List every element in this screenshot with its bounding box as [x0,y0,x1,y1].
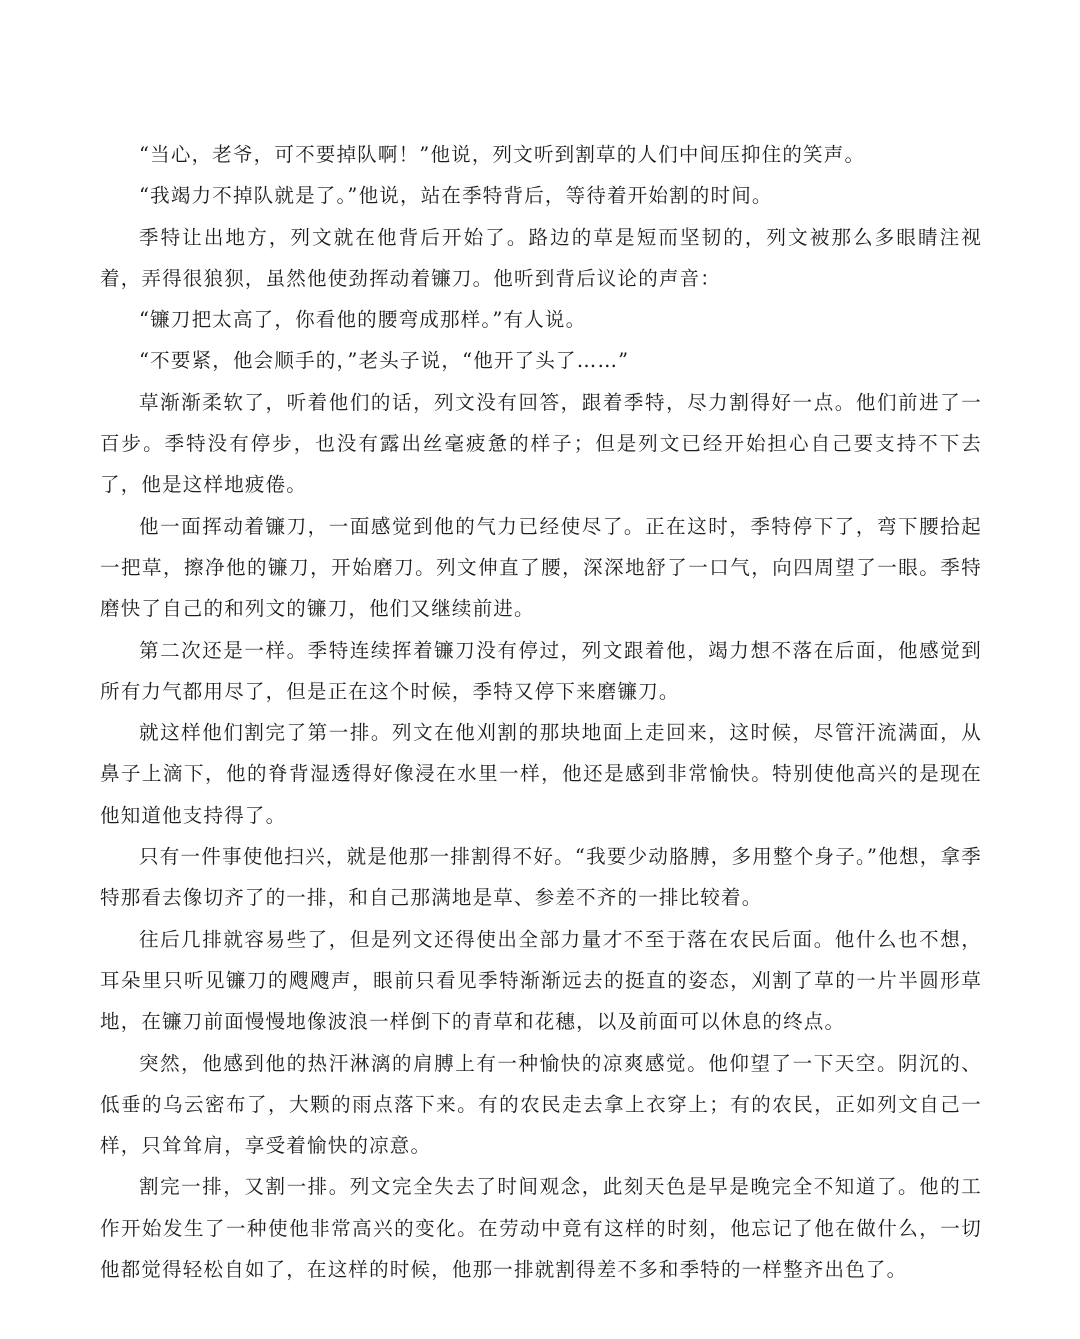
paragraph-5: “不要紧，他会顺手的，”老头子说，“他开了头了……” [139,349,630,373]
paragraph-6: 草渐渐柔软了，听着他们的话，列文没有回答，跟着季特，尽力割得好一点。他们前进了一百步。季特没有停步，也没有露出丝毫疲惫的样子；但是列文已经开始担心自己要支持不下去了，他是这样地疲倦。 [100,390,982,497]
paragraph-4: “镰刀把太高了，你看他的腰弯成那样。”有人说。 [139,308,587,332]
paragraph-7: 他一面挥动着镰刀，一面感觉到他的气力已经使尽了。正在这时，季特停下了，弯下腰拾起一把草，擦净他的镰刀，开始磨刀。列文伸直了腰，深深地舒了一口气，向四周望了一眼。季特磨快了自己的和列文的镰刀，他们又继续前进。 [100,514,982,621]
paragraph-8: 第二次还是一样。季特连续挥着镰刀没有停过，列文跟着他，竭力想不落在后面，他感觉到所有力气都用尽了，但是正在这个时候，季特又停下来磨镰刀。 [100,638,982,703]
paragraph-9: 就这样他们割完了第一排。列文在他刈割的那块地面上走回来，这时候，尽管汗流满面，从鼻子上滴下，他的脊背湿透得好像浸在水里一样，他还是感到非常愉快。特别使他高兴的是现在他知道他支持得了。 [100,721,982,827]
paragraph-11: 往后几排就容易些了，但是列文还得使出全部力量才不至于落在农民后面。他什么也不想，耳朵里只听见镰刀的飕飕声，眼前只看见季特渐渐远去的挺直的姿态，刈割了草的一片半圆形草地，在镰刀前面慢慢地像波浪一样倒下的青草和花穗，以及前面可以休息的终点。 [100,927,982,1034]
paragraph-3: 季特让出地方，列文就在他背后开始了。路边的草是短而坚韧的，列文被那么多眼睛注视着，弄得很狼狈，虽然他使劲挥动着镰刀。他听到背后议论的声音： [100,225,982,290]
paragraph-1: “当心，老爷，可不要掉队啊！”他说，列文听到割草的人们中间压抑住的笑声。 [139,143,866,166]
paragraph-10: 只有一件事使他扫兴，就是他那一排割得不好。“我要少动胳膊，多用整个身子。”他想，拿季特那看去像切齐了的一排，和自己那满地是草、参差不齐的一排比较着。 [100,845,982,910]
paragraph-2: “我竭力不掉队就是了。”他说，站在季特背后，等待着开始割的时间。 [139,184,773,208]
paragraph-13: 割完一排，又割一排。列文完全失去了时间观念，此刻天色是早是晚完全不知道了。他的工作开始发生了一种使他非常高兴的变化。在劳动中竟有这样的时刻，他忘记了他在做什么，一切他都觉得轻松自如了，在这样的时候，他那一排就割得差不多和季特的一样整齐出色了。 [100,1175,982,1282]
paragraph-12: 突然，他感到他的热汗淋漓的肩膊上有一种愉快的凉爽感觉。他仰望了一下天空。阴沉的、低垂的乌云密布了，大颗的雨点落下来。有的农民走去拿上衣穿上；有的农民，正如列文自己一样，只耸耸肩，享受着愉快的凉意。 [100,1051,982,1158]
